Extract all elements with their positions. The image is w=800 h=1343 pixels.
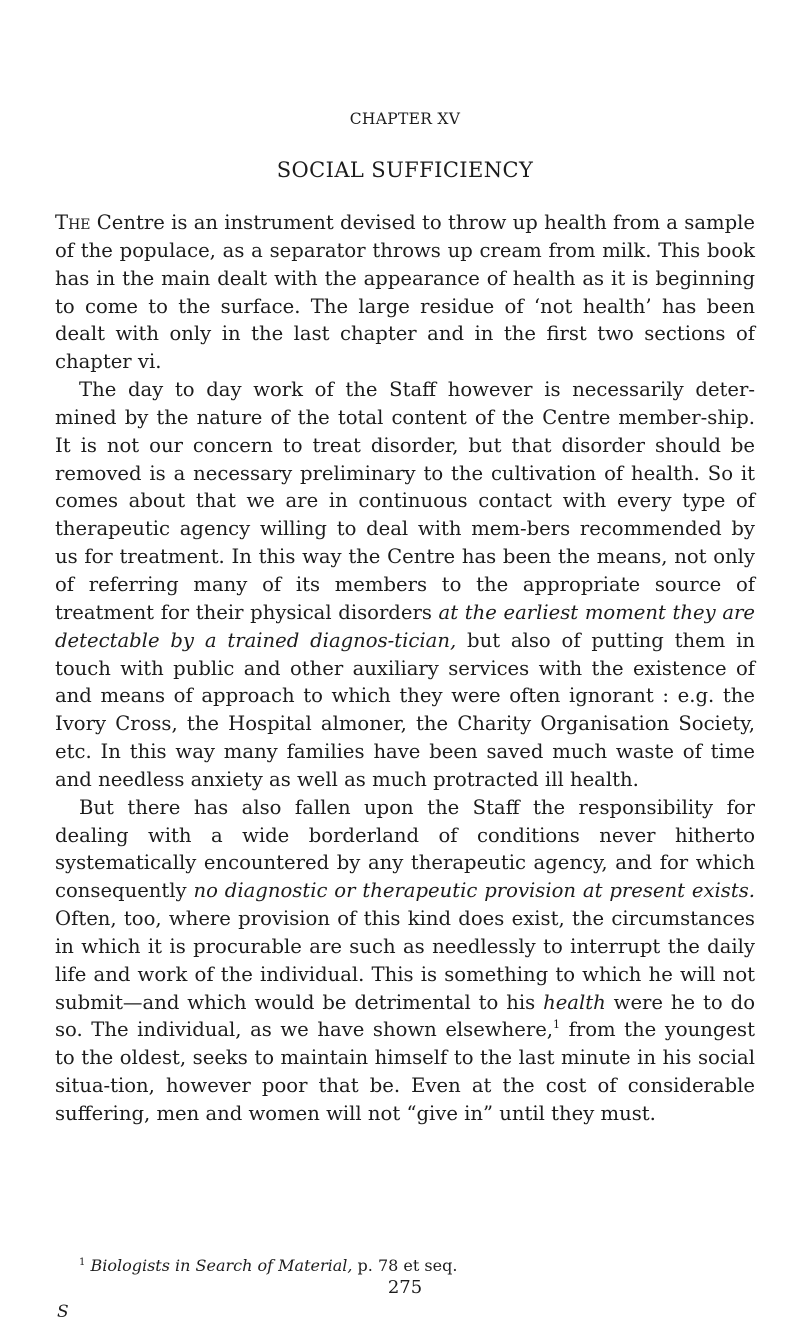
paragraph-1-text: Centre is an instrument devised to throw up health from a sample of the populace, as a separator throws up cream from milk. This book has in the main dealt with the appearance of health as it is beginning to come to the surface. The large residue of ‘not health’ has been dealt with only in the last chapter and in the first two sections of chapter vi.	[55, 211, 755, 374]
chapter-label: CHAPTER XV	[349, 110, 461, 128]
body-text	[55, 209, 755, 1128]
footnote	[79, 1253, 457, 1276]
footnote-rest: p. 78 et seq.	[352, 1256, 458, 1275]
paragraph-2	[55, 376, 755, 794]
paragraph-2-text-b: but also of putting them in touch with public and other auxiliary services with the existence of and means of approach to which they were often ignorant : e.g. the Ivory Cross, the Hospital almoner, the Charity Organisation Society, etc. In this way many families have been saved much waste of time and needless anxiety as well as much protracted ill health.	[55, 628, 755, 791]
footnote-marker: 1	[79, 1257, 86, 1268]
paragraph-2-emphasis: at the earliest moment they are detectable by a trained diagnos-tician,	[55, 600, 755, 652]
paragraph-3-text-a: But there has also fallen upon the Staff the responsibility for dealing with a wide borderland of conditions never hitherto systematically encountered by any therapeutic agency, and for which consequently	[55, 795, 755, 903]
footnote-reference[interactable]: 1	[553, 1018, 561, 1032]
book-page	[55, 0, 755, 1343]
footnote-title: Biologists in Search of Material,	[90, 1256, 353, 1275]
page-number: 275	[387, 1277, 423, 1298]
paragraph-3-text-c: were he to do so. The individual, as we have shown elsewhere,	[55, 990, 755, 1042]
paragraph-3-text-b: Often, too, where provision of this kind does exist, the circumstances in which it is procurable are such as needlessly to interrupt the daily life and work of the individual. This is something to which he will not submit—and which would be detrimental to his	[55, 907, 755, 1014]
paragraph-2-text-a: The day to day work of the Staff however is necessarily deter-mined by the nature of the total content of the Centre member-ship. It is not our concern to treat disorder, but that disorder should be removed is a necessary preliminary to the cultivation of health. So it comes about that we are in continuous contact with every type of therapeutic agency willing to deal with mem-bers recommended by us for treatment. In this way the Centre has been the means, not only of referring many of its members to the appropriate source of treatment for their physical disorders	[55, 378, 755, 624]
paragraph-3	[55, 794, 755, 1128]
paragraph-3-emphasis-1: no diagnostic or therapeutic provision at present exists.	[193, 879, 755, 903]
chapter-title: SOCIAL SUFFICIENCY	[276, 158, 534, 182]
paragraph-1	[55, 209, 755, 376]
paragraph-1-lead-word: The	[55, 211, 91, 234]
paragraph-3-text-d: from the youngest to the oldest, seeks to maintain himself to the last minute in his social situa-tion, however poor that be. Even at the cost of considerable suffering, men and women will not “give in” until they must.	[55, 1018, 755, 1125]
signature-mark: S	[57, 1302, 69, 1322]
paragraph-3-emphasis-2: health	[543, 990, 606, 1014]
